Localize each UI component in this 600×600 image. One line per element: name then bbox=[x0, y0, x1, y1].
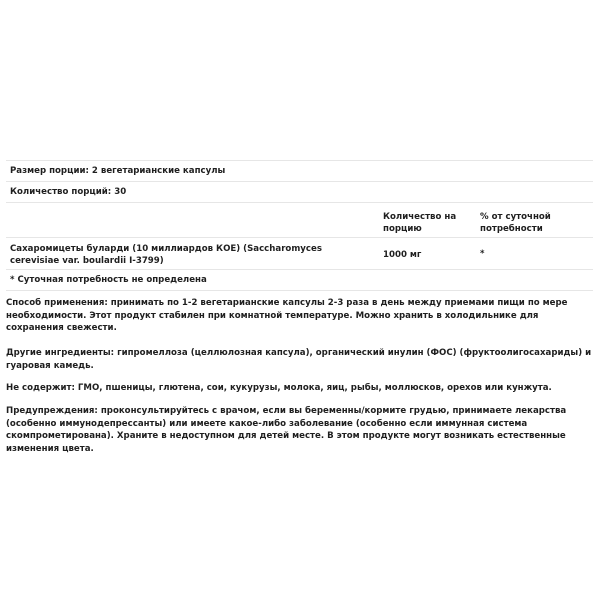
daily-value-column-header: % от суточной потребности bbox=[480, 212, 551, 234]
ingredient-name: Сахаромицеты буларди (10 миллиардов КОЕ) (Saccharomyces cerevisiae var. boulardii I-3799) bbox=[10, 244, 322, 266]
serving-size-row bbox=[6, 160, 593, 181]
supplement-facts-table bbox=[6, 160, 593, 291]
servings-per-container-text: Количество порций: 30 bbox=[10, 187, 127, 197]
footnote-text: * Суточная потребность не определена bbox=[10, 275, 207, 285]
warnings-section: Предупреждения: проконсультируйтесь с врачом, если вы беременны/кормите грудью, принимаете лекарства (особенно иммунодепрессанты) или имеете какое-либо заболевание (особенно если иммунная система скомпрометирована). Храните в недоступном для детей месте. В этом продукте могут возникать естественные изменения цвета. bbox=[6, 406, 567, 454]
footnote-row bbox=[6, 269, 593, 291]
amount-column-header: Количество на порцию bbox=[383, 212, 457, 234]
usage-section: Способ применения: принимать по 1-2 вегетарианские капсулы 2-3 раза в день между приемами пищи по мере необходимости. Этот продукт стабилен при комнатной температуре. Можно хранить в холодильнике для сохранения свежести. bbox=[6, 298, 568, 333]
other-ingredients-section: Другие ингредиенты: гипромеллоза (целлюлозная капсула), органический инулин (ФОС) (фруктоолигосахариды) и гуаровая камедь. bbox=[6, 348, 592, 371]
serving-size-text: Размер порции: 2 вегетарианские капсулы bbox=[10, 166, 226, 176]
table-row bbox=[6, 237, 593, 269]
free-of-section: Не содержит: ГМО, пшеницы, глютена, сои, кукурузы, молока, яиц, рыбы, моллюсков, орехов или кунжута. bbox=[6, 383, 552, 393]
servings-per-container-row bbox=[6, 181, 593, 202]
ingredient-daily-value: * bbox=[480, 249, 485, 259]
ingredient-amount: 1000 мг bbox=[383, 250, 422, 260]
table-header-row bbox=[6, 202, 593, 237]
